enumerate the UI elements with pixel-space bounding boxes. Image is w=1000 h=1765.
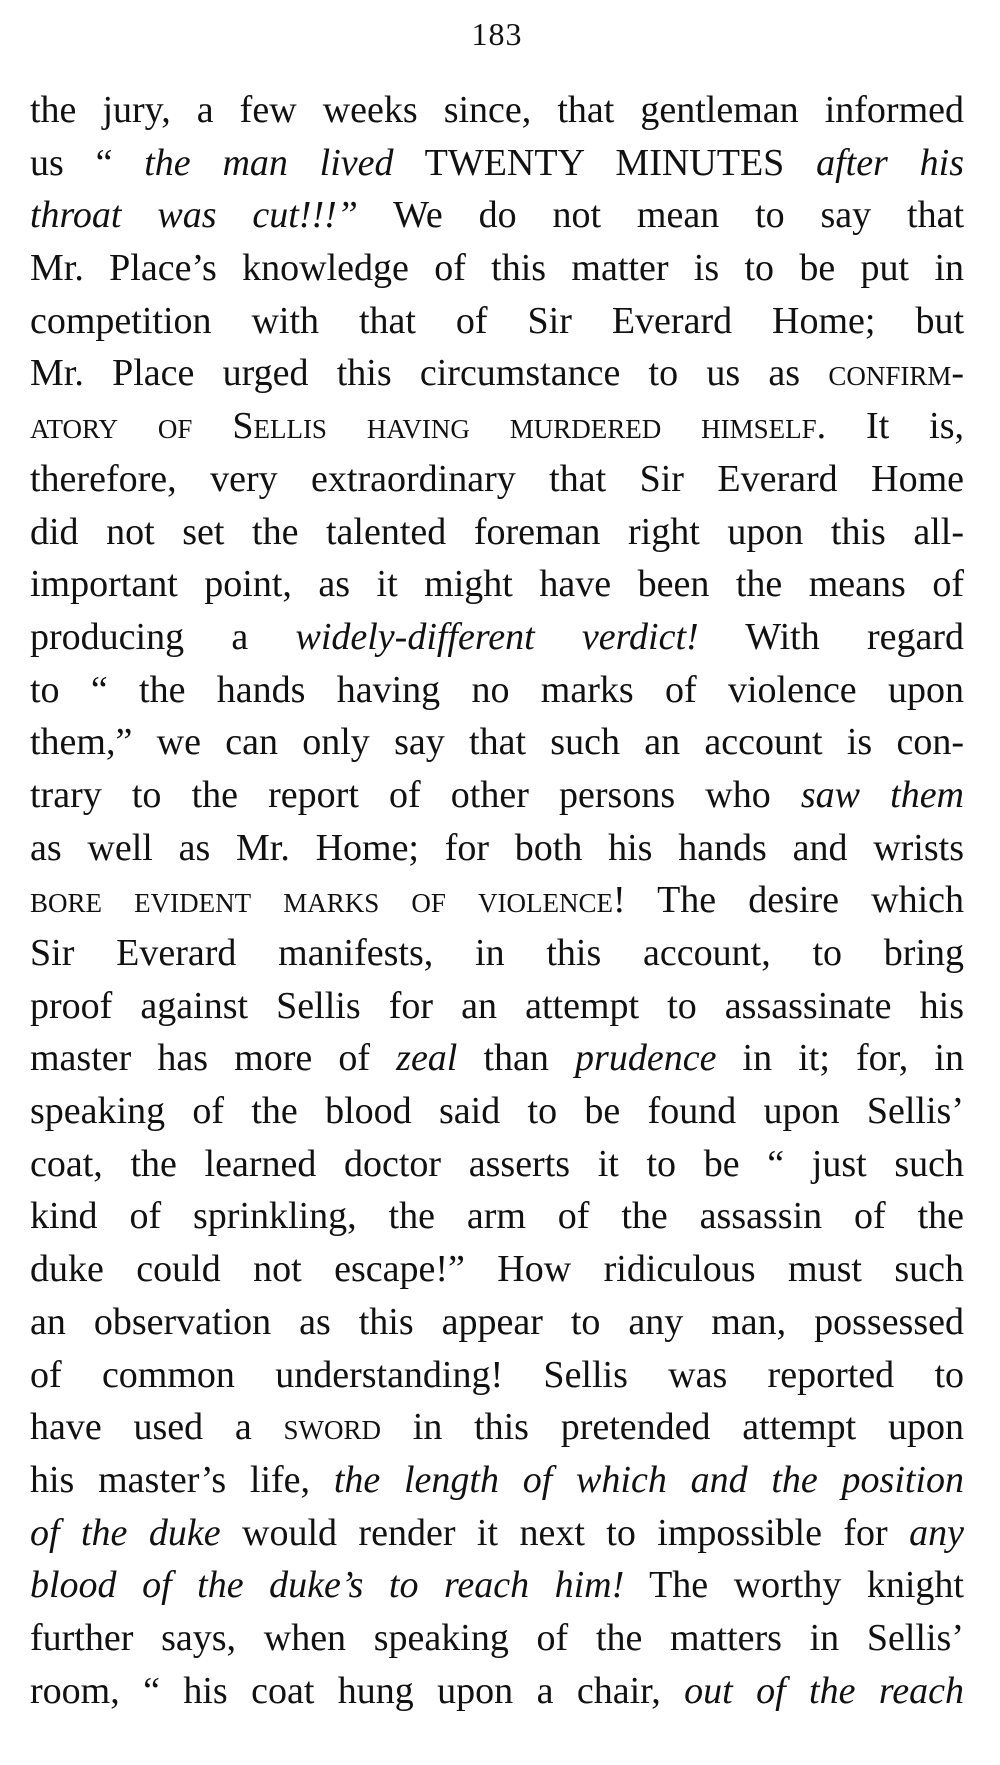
text-run: It is, [826,405,964,448]
text-line [30,347,964,400]
text-run: proof against Sellis for an attempt to assassinate his [30,984,964,1027]
italic-text: out of the reach [684,1669,964,1712]
text-run: therefore, very extraordinary that Sir Everard Home [30,457,964,500]
text-line [30,1138,964,1191]
text-run: ! The desire which [612,879,964,922]
italic-text: prudence [575,1037,717,1080]
text-line [30,242,964,295]
italic-text: the length of which and the position [333,1458,964,1501]
text-run: Mr. Place’s knowledge of this matter is to be put in [30,247,964,290]
text-line [30,980,964,1033]
text-line [30,295,964,348]
text-line [30,84,964,137]
text-run: to “ the hands having no marks of violence upon [30,668,964,711]
italic-text: widely-different verdict! [295,615,699,658]
text-line [30,1401,964,1454]
text-run: With regard [698,615,964,658]
text-run: duke could not escape!” How ridiculous must such [30,1248,964,1291]
small-caps-text: atory of Sellis having murdered himself. [30,405,827,448]
text-run: TWENTY MINUTES [393,141,817,184]
italic-text: after his [816,141,964,184]
text-line [30,189,964,242]
italic-text: any [909,1511,964,1554]
text-run: would render it next to impossible for [220,1511,910,1554]
italic-text: of the duke [30,1511,221,1554]
text-run: important point, as it might have been the means of [30,563,964,606]
text-line [30,874,964,927]
text-run: speaking of the blood said to be found upon Sellis’ [30,1090,964,1133]
text-line [30,1454,964,1507]
text-run: competition with that of Sir Everard Home; but [30,299,964,342]
text-line [30,506,964,559]
italic-text: the man lived [144,141,394,184]
text-line [30,822,964,875]
text-line [30,664,964,717]
text-run: us “ [30,141,145,184]
text-run: in it; for, in [716,1037,964,1080]
small-caps-text: confirm- [828,352,964,395]
text-run: master has more of [30,1037,397,1080]
text-run: did not set the talented foreman right upon this all- [30,510,964,553]
text-run: Mr. Place urged this circumstance to us as [30,352,829,395]
text-run: room, “ his coat hung upon a chair, [30,1669,685,1712]
text-run: Sir Everard manifests, in this account, to bring [30,932,964,974]
text-line [30,453,964,506]
text-run: the jury, a few weeks since, that gentleman informed [30,89,964,131]
text-line [30,1085,964,1138]
text-line [30,1507,964,1560]
small-caps-text: bore evident marks of violence [30,879,613,922]
text-run: in this pretended attempt upon [381,1406,964,1449]
text-run: his master’s life, [30,1458,334,1501]
text-line [30,1665,964,1718]
text-run: coat, the learned doctor asserts it to be “ just such [30,1142,964,1185]
text-line [30,611,964,664]
text-run: The worthy knight [624,1564,964,1607]
italic-text: zeal [396,1037,458,1080]
page-number: 183 [471,16,523,52]
text-line [30,1559,964,1612]
small-caps-text: sword [283,1406,382,1449]
text-run: trary to the report of other persons who [30,773,801,816]
italic-text: saw them [800,773,964,816]
text-line [30,927,964,980]
text-line [30,1190,964,1243]
text-line [30,1296,964,1349]
text-run: an observation as this appear to any man, possessed [30,1300,964,1343]
text-line [30,137,964,190]
text-run: further says, when speaking of the matters in Sellis’ [30,1616,964,1659]
text-run: of common understanding! Sellis was reported to [30,1353,964,1396]
text-line [30,558,964,611]
text-line [30,1032,964,1085]
text-run: producing a [30,615,296,658]
body-text [30,84,964,1717]
text-line [30,716,964,769]
text-line [30,769,964,822]
text-run: than [457,1037,576,1080]
text-line [30,400,964,453]
text-run: as well as Mr. Home; for both his hands and wrists [30,826,964,869]
book-page [30,0,964,1765]
text-line [30,1349,964,1402]
text-run: have used a [30,1406,284,1449]
italic-text: throat was cut!!!” [30,194,358,237]
text-run: We do not mean to say that [357,194,964,237]
text-line [30,1612,964,1665]
italic-text: blood of the duke’s to reach him! [30,1564,625,1607]
text-line [30,1243,964,1296]
text-run: kind of sprinkling, the arm of the assassin of the [30,1195,964,1238]
text-run: them,” we can only say that such an account is con- [30,721,964,764]
